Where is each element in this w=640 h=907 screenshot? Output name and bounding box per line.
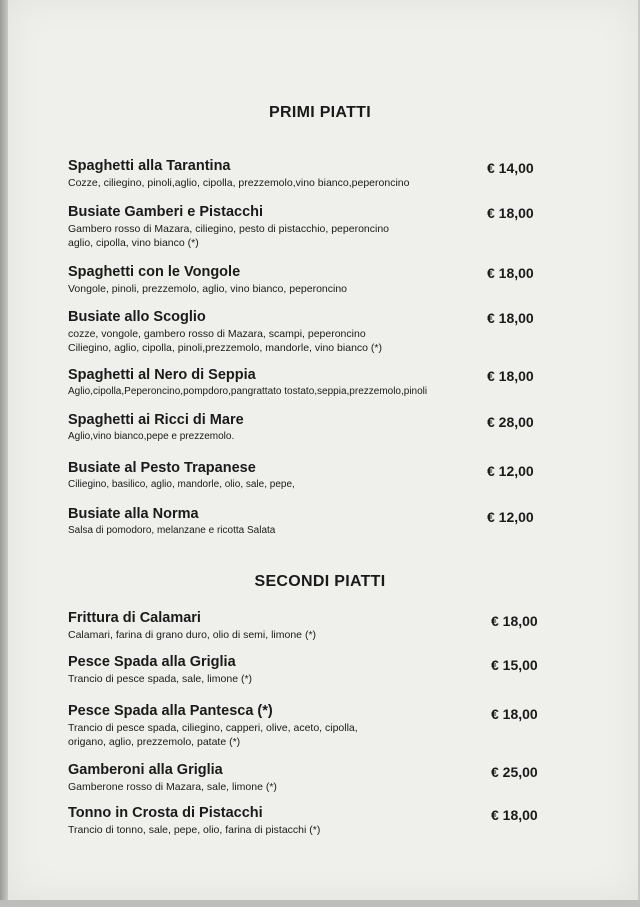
dish-price: € 18,00 bbox=[491, 706, 538, 722]
dish-price: € 18,00 bbox=[487, 205, 534, 221]
dish-description: Vongole, pinoli, prezzemolo, aglio, vino bianco, peperoncino bbox=[68, 283, 348, 295]
dish-description: cozze, vongole, gambero rosso di Mazara, scampi, peperoncino bbox=[68, 328, 366, 340]
dish-description: Cozze, ciliegino, pinoli,aglio, cipolla, prezzemolo,vino bianco,peperoncino bbox=[68, 177, 410, 189]
menu-item bbox=[68, 204, 558, 250]
dish-name: Busiate allo Scoglio bbox=[68, 309, 206, 325]
dish-name: Pesce Spada alla Pantesca (*) bbox=[68, 703, 273, 719]
dish-description: Trancio di pesce spada, sale, limone (*) bbox=[68, 673, 253, 685]
menu-item bbox=[68, 158, 558, 190]
dish-name: Tonno in Crosta di Pistacchi bbox=[68, 805, 263, 821]
dish-description: aglio, cipolla, vino bianco (*) bbox=[68, 237, 199, 249]
dish-price: € 18,00 bbox=[487, 368, 534, 384]
dish-description: Trancio di tonno, sale, pepe, olio, farina di pistacchi (*) bbox=[68, 824, 321, 836]
dish-name: Busiate Gamberi e Pistacchi bbox=[68, 204, 264, 220]
dish-description: origano, aglio, prezzemolo, patate (*) bbox=[68, 736, 241, 748]
page-bottom-edge bbox=[0, 900, 640, 907]
dish-price: € 25,00 bbox=[491, 764, 538, 780]
dish-description: Gamberone rosso di Mazara, sale, limone (*) bbox=[68, 781, 277, 793]
dish-price: € 18,00 bbox=[487, 265, 534, 281]
dish-name: Busiate al Pesto Trapanese bbox=[68, 460, 256, 476]
dish-name: Spaghetti con le Vongole bbox=[68, 264, 241, 280]
menu-item bbox=[68, 805, 558, 837]
menu-item bbox=[68, 703, 558, 749]
dish-price: € 18,00 bbox=[491, 613, 538, 629]
menu-item bbox=[68, 367, 558, 399]
dish-name: Busiate alla Norma bbox=[68, 506, 199, 522]
dish-description: Trancio di pesce spada, ciliegino, capperi, olive, aceto, cipolla, bbox=[68, 722, 358, 734]
dish-price: € 15,00 bbox=[491, 657, 538, 673]
dish-name: Gamberoni alla Griglia bbox=[68, 762, 223, 778]
dish-description: Ciliegino, aglio, cipolla, pinoli,prezzemolo, mandorle, vino bianco (*) bbox=[68, 342, 382, 354]
section-title-primi: PRIMI PIATTI bbox=[269, 104, 371, 121]
dish-description: Aglio,cipolla,Peperoncino,pompdoro,pangrattato tostato,seppia,prezzemolo,pinoli bbox=[68, 386, 428, 397]
dish-name: Spaghetti alla Tarantina bbox=[68, 158, 231, 174]
dish-price: € 18,00 bbox=[491, 807, 538, 823]
menu-item bbox=[68, 654, 558, 686]
binder-edge bbox=[0, 0, 8, 907]
menu-item bbox=[68, 506, 558, 538]
dish-price: € 14,00 bbox=[487, 160, 534, 176]
dish-description: Ciliegino, basilico, aglio, mandorle, olio, sale, pepe, bbox=[68, 479, 295, 490]
menu-item bbox=[68, 762, 558, 794]
dish-name: Spaghetti ai Ricci di Mare bbox=[68, 412, 244, 428]
dish-price: € 12,00 bbox=[487, 509, 534, 525]
menu-item bbox=[68, 610, 558, 642]
menu-item bbox=[68, 264, 558, 296]
dish-name: Pesce Spada alla Griglia bbox=[68, 654, 236, 670]
dish-description: Calamari, farina di grano duro, olio di semi, limone (*) bbox=[68, 629, 317, 641]
dish-price: € 18,00 bbox=[487, 310, 534, 326]
dish-description: Gambero rosso di Mazara, ciliegino, pesto di pistacchio, peperoncino bbox=[68, 223, 390, 235]
dish-name: Spaghetti al Nero di Seppia bbox=[68, 367, 256, 383]
dish-price: € 28,00 bbox=[487, 414, 534, 430]
dish-price: € 12,00 bbox=[487, 463, 534, 479]
dish-description: Aglio,vino bianco,pepe e prezzemolo. bbox=[68, 431, 235, 442]
dish-name: Frittura di Calamari bbox=[68, 610, 201, 626]
section-title-secondi: SECONDI PIATTI bbox=[254, 573, 386, 590]
dish-description: Salsa di pomodoro, melanzane e ricotta Salata bbox=[68, 525, 276, 536]
menu-item bbox=[68, 412, 558, 444]
menu-item bbox=[68, 309, 558, 355]
menu-item bbox=[68, 460, 558, 492]
